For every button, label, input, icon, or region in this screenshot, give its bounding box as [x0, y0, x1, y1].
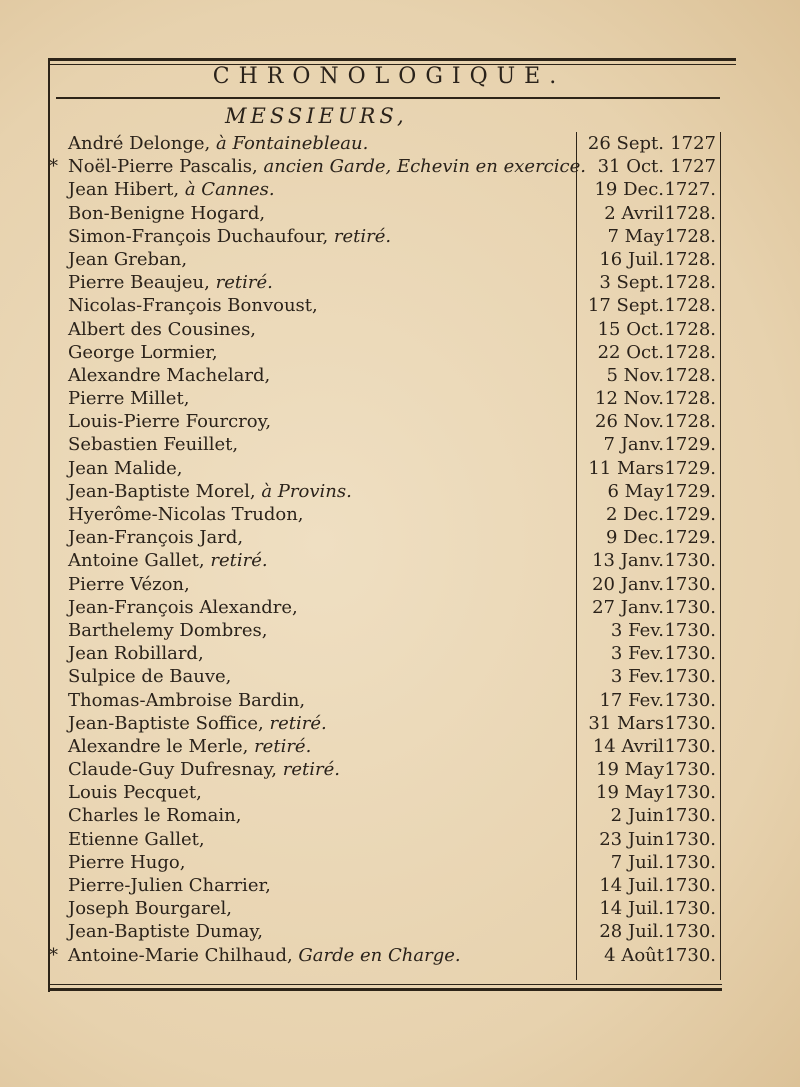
entry-row: [48, 387, 578, 410]
admission-day: 7 Juil.: [610, 851, 664, 873]
admission-day: 17 Fev.: [599, 689, 664, 711]
member-name: Louis-Pierre Fourcroy,: [68, 411, 272, 433]
member-name: Sebastien Feuillet,: [68, 434, 239, 456]
entry-row: [48, 828, 578, 851]
entry-row: [48, 665, 578, 688]
date-row: [580, 364, 722, 387]
date-row: [580, 851, 722, 874]
entry-row: [48, 619, 578, 642]
date-row: [580, 596, 722, 619]
date-row: [580, 549, 722, 572]
admission-day: 14 Juil.: [599, 875, 664, 896]
admission-day: 26 Sept.: [587, 133, 664, 154]
running-header: [48, 58, 730, 94]
member-name: Charles le Romain,: [68, 805, 242, 827]
member-note: retiré.: [215, 272, 273, 294]
date-row: [580, 410, 722, 433]
entry-row: [48, 897, 578, 920]
admission-day: 3 Sept.: [599, 272, 664, 294]
admission-year: 1730.: [664, 759, 716, 781]
entry-row: [48, 271, 578, 294]
bottom-rule-thick: [48, 988, 722, 991]
member-note: à Provins.: [261, 480, 352, 502]
member-name: Jean-François Alexandre,: [68, 596, 298, 618]
date-row: [580, 457, 722, 480]
admission-year: 1729.: [664, 480, 716, 502]
date-row: [580, 944, 722, 967]
admission-day: 12 Nov.: [595, 388, 664, 410]
member-name: Jean Hibert,: [68, 179, 180, 201]
date-row: [580, 735, 722, 758]
member-name: Claude-Guy Dufresnay,: [68, 759, 277, 781]
date-row: [580, 225, 722, 248]
admission-year: 1730.: [664, 782, 716, 804]
admission-day: 7 May: [607, 225, 664, 247]
entry-row: [48, 341, 578, 364]
admission-year: 1730.: [664, 550, 716, 572]
admission-day: 3 Fev.: [610, 643, 664, 665]
admission-year: 1728.: [664, 411, 716, 433]
admission-year: 1730.: [664, 828, 716, 850]
member-name: Thomas-Ambroise Bardin,: [68, 689, 306, 711]
date-row: [580, 248, 722, 271]
entry-row: [48, 480, 578, 503]
entry-row: [48, 758, 578, 781]
admission-day: 17 Sept.: [587, 295, 664, 317]
member-name: Pierre Millet,: [68, 388, 190, 410]
entry-row: [48, 503, 578, 526]
member-name: Antoine Gallet,: [68, 550, 205, 572]
admission-day: 7 Janv.: [603, 434, 664, 456]
admission-day: 9 Dec.: [605, 527, 664, 549]
date-row: [580, 503, 722, 526]
admission-year: 1727.: [664, 179, 716, 201]
section-heading: MESSIEURS,: [225, 104, 408, 128]
admission-day: 20 Janv.: [592, 573, 664, 595]
entry-row: [48, 689, 578, 712]
date-row: [580, 619, 722, 642]
member-name: Jean-Baptiste Soffice,: [68, 712, 264, 734]
member-name: Nicolas-François Bonvoust,: [68, 295, 318, 317]
member-name: Jean Malide,: [68, 457, 183, 479]
admission-year: 1728.: [664, 225, 716, 247]
admission-day: 28 Juil.: [599, 921, 664, 943]
entry-row: [48, 735, 578, 758]
entry-row: [48, 178, 578, 201]
date-row: [580, 804, 722, 827]
member-name: Barthelemy Dombres,: [68, 619, 268, 641]
admission-day: 13 Janv.: [592, 550, 664, 572]
entry-row: [48, 457, 578, 480]
member-name: Pierre Beaujeu,: [68, 272, 210, 294]
admission-year: 1730.: [664, 619, 716, 641]
date-row: [580, 387, 722, 410]
date-row: [580, 294, 722, 317]
member-name: Jean-François Jard,: [68, 527, 244, 549]
member-name: George Lormier,: [68, 341, 218, 363]
admission-day: 6 May: [607, 480, 664, 502]
date-row: [580, 433, 722, 456]
admission-year: 1728.: [664, 248, 716, 270]
member-note: retiré.: [333, 225, 392, 247]
date-row: [580, 689, 722, 712]
member-note: retiré.: [282, 759, 340, 781]
member-name: Sulpice de Bauve,: [68, 666, 232, 688]
asterisk-marker: *: [49, 944, 58, 966]
admission-day: 4 Août: [604, 944, 664, 966]
admission-year: 1728.: [664, 341, 716, 363]
member-name: Alexandre Machelard,: [68, 364, 271, 386]
member-name: Noël-Pierre Pascalis,: [68, 156, 258, 178]
date-row: [580, 897, 722, 920]
admission-day: 5 Nov.: [606, 364, 664, 386]
member-name: Jean-Baptiste Dumay,: [68, 921, 263, 943]
member-name: Simon-François Duchaufour,: [68, 225, 329, 247]
names-column: [48, 132, 586, 967]
member-name: Albert des Cousines,: [68, 318, 257, 340]
admission-year: 1730.: [664, 596, 716, 618]
admission-year: 1730.: [664, 666, 716, 688]
member-name: Joseph Bourgarel,: [68, 898, 233, 920]
member-note: retiré.: [269, 712, 327, 734]
admission-day: 19 May: [596, 782, 664, 804]
member-note: à Cannes.: [184, 179, 275, 201]
entry-row: [48, 596, 578, 619]
entry-row: [48, 642, 578, 665]
entry-row: [48, 781, 578, 804]
entry-row: [48, 364, 578, 387]
date-row: [580, 132, 722, 155]
admission-year: 1728.: [664, 388, 716, 410]
admission-day: 19 Dec.: [594, 179, 664, 201]
date-row: [580, 920, 722, 943]
entry-row: [48, 433, 578, 456]
date-row: [580, 828, 722, 851]
member-name: Jean Greban,: [68, 248, 188, 270]
admission-year: 1729.: [664, 504, 716, 525]
member-note: Garde en Charge.: [298, 944, 461, 966]
admission-year: 1730.: [664, 689, 716, 711]
admission-day: 19 May: [596, 759, 664, 781]
date-row: [580, 202, 722, 225]
admission-day: 2 Dec.: [605, 504, 664, 525]
member-name: Jean Robillard,: [68, 643, 204, 665]
admission-year: 1729.: [664, 527, 716, 549]
page-title: CHRONOLOGIQUE.: [212, 64, 566, 89]
entry-row: [48, 573, 578, 596]
admission-day: 31 Oct.: [597, 156, 664, 178]
entry-row: [48, 410, 578, 433]
member-name: Bon-Benigne Hogard,: [68, 202, 266, 224]
entry-row: [48, 248, 578, 271]
date-row: [580, 526, 722, 549]
header-rule: [56, 97, 720, 99]
admission-year: 1727: [670, 133, 716, 154]
member-name: Jean-Baptiste Morel,: [68, 480, 256, 502]
entry-row: [48, 132, 578, 155]
date-row: [580, 318, 722, 341]
date-row: [580, 642, 722, 665]
asterisk-marker: *: [49, 156, 58, 178]
date-row: [580, 341, 722, 364]
entry-row: [48, 294, 578, 317]
member-note: retiré.: [210, 550, 268, 572]
admission-year: 1729.: [664, 434, 716, 456]
entry-row: [48, 944, 578, 967]
admission-year: 1728.: [664, 364, 716, 386]
date-row: [580, 712, 722, 735]
date-row: [580, 758, 722, 781]
admission-year: 1729.: [664, 457, 716, 479]
admission-day: 14 Juil.: [599, 898, 664, 920]
admission-day: 2 Avril: [604, 202, 664, 224]
admission-day: 27 Janv.: [592, 596, 664, 618]
entry-row: [48, 526, 578, 549]
admission-day: 11 Mars: [588, 457, 664, 479]
admission-day: 2 Juin: [610, 805, 664, 827]
date-row: [580, 781, 722, 804]
member-name: Pierre-Julien Charrier,: [68, 875, 271, 896]
entry-row: [48, 318, 578, 341]
member-name: Etienne Gallet,: [68, 828, 205, 850]
member-note: retiré.: [254, 735, 312, 757]
date-row: [580, 155, 722, 178]
admission-day: 22 Oct.: [597, 341, 664, 363]
member-name: Hyerôme-Nicolas Trudon,: [68, 504, 304, 525]
member-note: à Fontainebleau.: [216, 133, 369, 154]
admission-day: 3 Fev.: [610, 666, 664, 688]
date-row: [580, 573, 722, 596]
member-name: Antoine-Marie Chilhaud,: [68, 944, 293, 966]
date-row: [580, 874, 722, 897]
admission-year: 1730.: [664, 805, 716, 827]
admission-day: 16 Juil.: [599, 248, 664, 270]
member-name: André Delonge,: [68, 133, 211, 154]
admission-day: 3 Fev.: [610, 619, 664, 641]
admission-year: 1730.: [664, 643, 716, 665]
member-name: Louis Pecquet,: [68, 782, 202, 804]
entry-row: [48, 874, 578, 897]
dates-column: [580, 132, 722, 967]
date-row: [580, 480, 722, 503]
entry-row: [48, 155, 586, 178]
entry-row: [48, 712, 578, 735]
date-row: [580, 665, 722, 688]
member-name: Pierre Hugo,: [68, 851, 186, 873]
admission-year: 1730.: [664, 944, 716, 966]
admission-year: 1730.: [664, 712, 716, 734]
admission-year: 1727: [670, 156, 716, 178]
admission-day: 26 Nov.: [595, 411, 664, 433]
entry-row: [48, 549, 578, 572]
entry-row: [48, 225, 578, 248]
date-row: [580, 178, 722, 201]
entry-row: [48, 804, 578, 827]
admission-year: 1730.: [664, 921, 716, 943]
bottom-rule: [48, 984, 722, 985]
member-name: Pierre Vézon,: [68, 573, 190, 595]
admission-year: 1728.: [664, 295, 716, 317]
admission-day: 23 Juin: [599, 828, 664, 850]
entry-row: [48, 202, 578, 225]
member-note: ancien Garde, Echevin en exercice.: [263, 156, 586, 178]
entry-row: [48, 920, 578, 943]
admission-year: 1728.: [664, 202, 716, 224]
admission-day: 31 Mars: [588, 712, 664, 734]
date-row: [580, 271, 722, 294]
admission-year: 1728.: [664, 272, 716, 294]
admission-year: 1730.: [664, 875, 716, 896]
admission-year: 1730.: [664, 735, 716, 757]
admission-year: 1730.: [664, 851, 716, 873]
admission-day: 14 Avril: [592, 735, 664, 757]
entry-row: [48, 851, 578, 874]
admission-year: 1730.: [664, 898, 716, 920]
admission-day: 15 Oct.: [597, 318, 664, 340]
admission-year: 1730.: [664, 573, 716, 595]
admission-year: 1728.: [664, 318, 716, 340]
member-name: Alexandre le Merle,: [68, 735, 249, 757]
